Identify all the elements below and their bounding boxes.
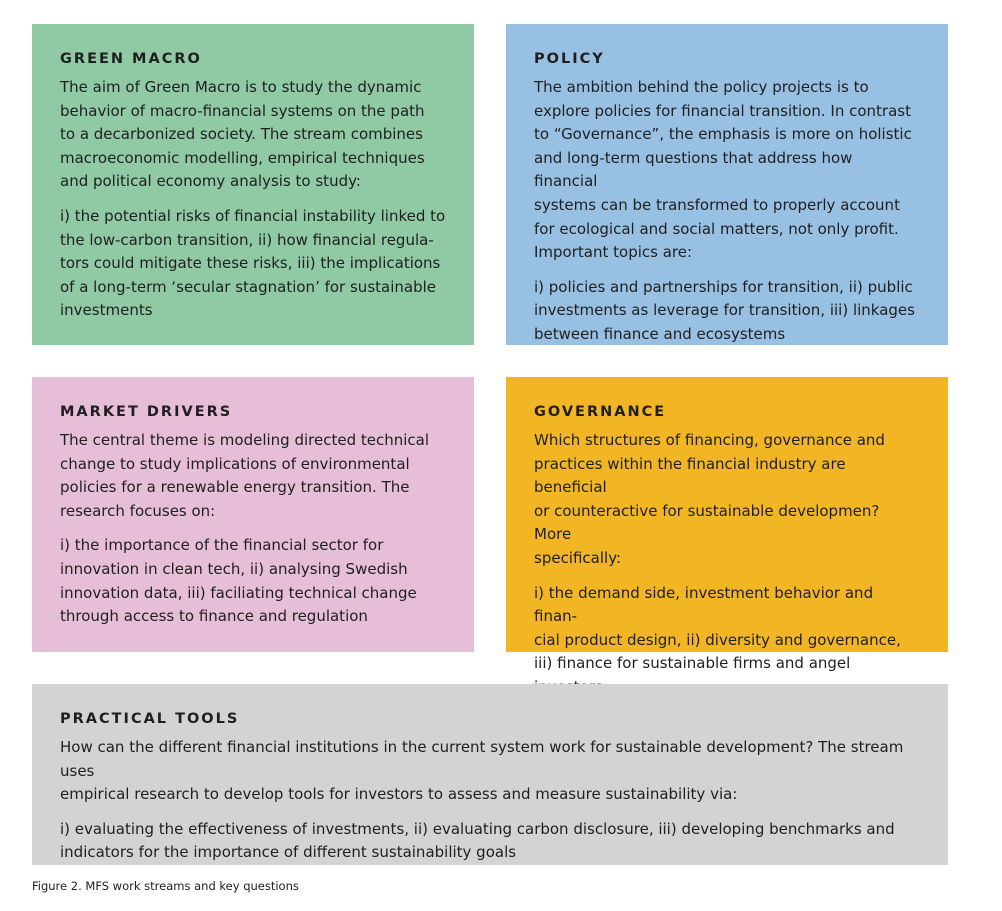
practical-tools-title: PRACTICAL TOOLS [60,711,240,727]
policy-intro: The ambition behind the policy projects is to explore policies for financial transition. In contrast to “Governance”, the emphasis is more on holistic and long-term questions that address how financial systems can be transformed to properly account for ecological and social matters, not only profit. Important topics are: [534,78,912,262]
figure-caption: Figure 2. MFS work streams and key questions [32,879,299,893]
governance-title: GOVERNANCE [534,404,667,420]
governance-intro: Which structures of financing, governance and practices within the financial industry are beneficial or counteractive for sustainable developmen? More specifically: [534,431,885,567]
green-macro-title: GREEN MACRO [60,51,202,67]
green-macro-points: i) the potential risks of financial instability linked to the low-carbon transition, ii) how financial regula- tors could mitigate these risks, iii) the implications of a long-term ‘secular stagnation’ for sustainable investments [60,206,446,320]
market-drivers-title: MARKET DRIVERS [60,404,233,420]
practical-tools-points: i) evaluating the effectiveness of investments, ii) evaluating carbon disclosure, iii) developing benchmarks and indicators for the importance of different sustainability goals [60,819,895,862]
market-drivers-intro: The central theme is modeling directed technical change to study implications of environmental policies for a renewable energy transition. The research focuses on: [60,431,430,520]
policy-points: i) policies and partnerships for transition, ii) public investments as leverage for transition, iii) linkages between finance and ecosystems [534,277,915,343]
policy-panel [506,24,948,345]
policy-title: POLICY [534,51,605,67]
market-drivers-panel [32,377,474,652]
green-macro-panel [32,24,474,345]
practical-tools-panel [32,684,948,865]
practical-tools-intro: How can the different financial institutions in the current system work for sustainable development? The stream uses empirical research to develop tools for investors to assess and measure sustainability via: [60,738,904,804]
governance-points: i) the demand side, investment behavior and finan- cial product design, ii) diversity and governance, iii) finance for sustainable firms and angel [534,583,901,673]
market-drivers-points: i) the importance of the financial sector for innovation in clean tech, ii) analysing Swedish innovation data, iii) faciliating technical change through access to finance and regulation [60,536,417,626]
green-macro-intro: The aim of Green Macro is to study the dynamic behavior of macro-financial systems on the path to a decarbonized society. The stream combines macroeconomic modelling, empirical techniques and political economy analysis to study: [60,78,425,191]
governance-panel [506,377,948,673]
